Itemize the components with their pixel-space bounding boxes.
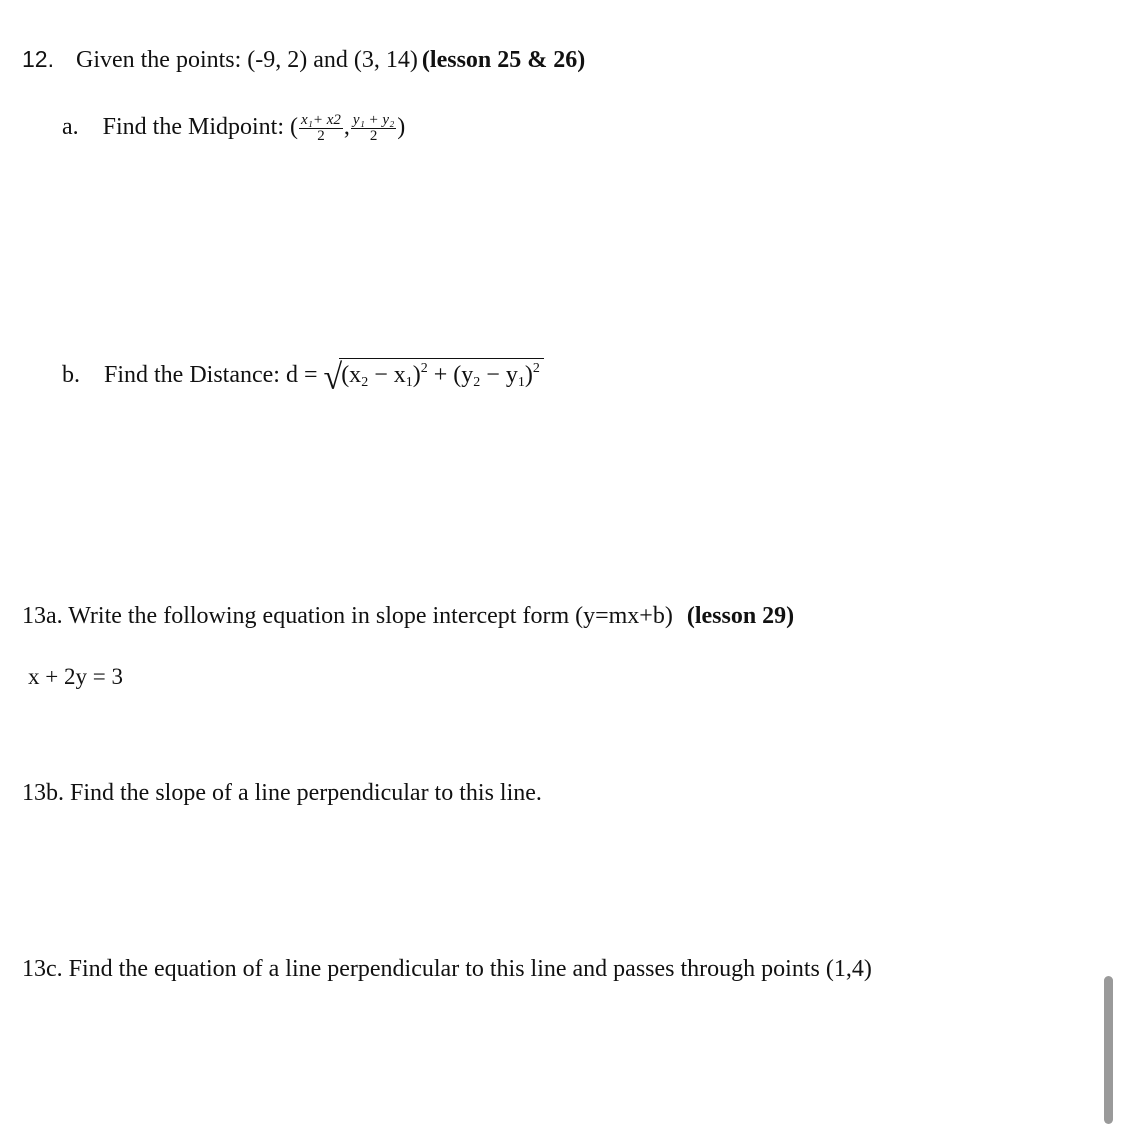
question-12a-text: Find the Midpoint: xyxy=(102,114,285,141)
question-12 xyxy=(22,46,585,74)
question-13a xyxy=(22,603,794,630)
midpoint-x-numerator: x₁+ x2 xyxy=(301,112,341,128)
radicand-y2-open: (y xyxy=(453,362,474,388)
question-12-lesson: (lesson 25 & 26) xyxy=(421,47,586,73)
question-13a-equation: x + 2y = 3 xyxy=(28,664,123,689)
question-12-number: 12. xyxy=(22,46,54,72)
question-13a-lesson: (lesson 29) xyxy=(686,603,795,629)
distance-formula xyxy=(324,358,544,397)
midpoint-formula xyxy=(290,112,406,144)
radicand-x2-sub: 2 xyxy=(361,375,369,390)
radicand-x2-open: (x xyxy=(341,362,362,388)
radicand-x-close: ) xyxy=(412,362,421,388)
question-12b-text: Find the Distance: d = xyxy=(104,362,318,388)
radicand-minus-y1: − y xyxy=(480,362,518,388)
question-12-text: Given the points: (-9, 2) and (3, 14) xyxy=(75,47,418,73)
midpoint-y-fraction xyxy=(351,113,396,144)
radicand-x1-sub: 1 xyxy=(405,375,413,390)
question-12a xyxy=(62,113,405,144)
question-13a-text: 13a. Write the following equation in slope intercept form (y=mx+b) xyxy=(22,603,673,629)
distance-radicand xyxy=(339,358,544,391)
midpoint-x-denominator: 2 xyxy=(317,128,325,144)
question-12b xyxy=(62,358,544,397)
question-13c-text: 13c. Find the equation of a line perpendicular to this line and passes through points (1,4) xyxy=(22,956,872,982)
midpoint-x-fraction xyxy=(299,113,343,144)
midpoint-comma: , xyxy=(343,114,350,141)
midpoint-open-paren: ( xyxy=(290,114,299,141)
question-12a-label: a. xyxy=(62,114,79,141)
radicand-x-exponent: 2 xyxy=(420,361,428,376)
radicand-y-close: ) xyxy=(524,362,533,388)
radicand-minus-x1: − x xyxy=(368,362,406,388)
midpoint-y-numerator: y₁ + y₂ xyxy=(352,112,395,128)
radicand-plus: + xyxy=(427,362,454,388)
question-13b-text: 13b. Find the slope of a line perpendicular to this line. xyxy=(22,780,542,806)
scrollbar-thumb[interactable] xyxy=(1104,976,1113,1124)
question-12b-label: b. xyxy=(62,362,80,388)
radicand-y2-sub: 2 xyxy=(473,375,481,390)
midpoint-close-paren: ) xyxy=(397,114,406,141)
square-root-icon: √ xyxy=(323,358,343,397)
midpoint-y-denominator: 2 xyxy=(369,128,378,144)
radicand-y-exponent: 2 xyxy=(532,361,540,376)
radicand-y1-sub: 1 xyxy=(517,375,525,390)
